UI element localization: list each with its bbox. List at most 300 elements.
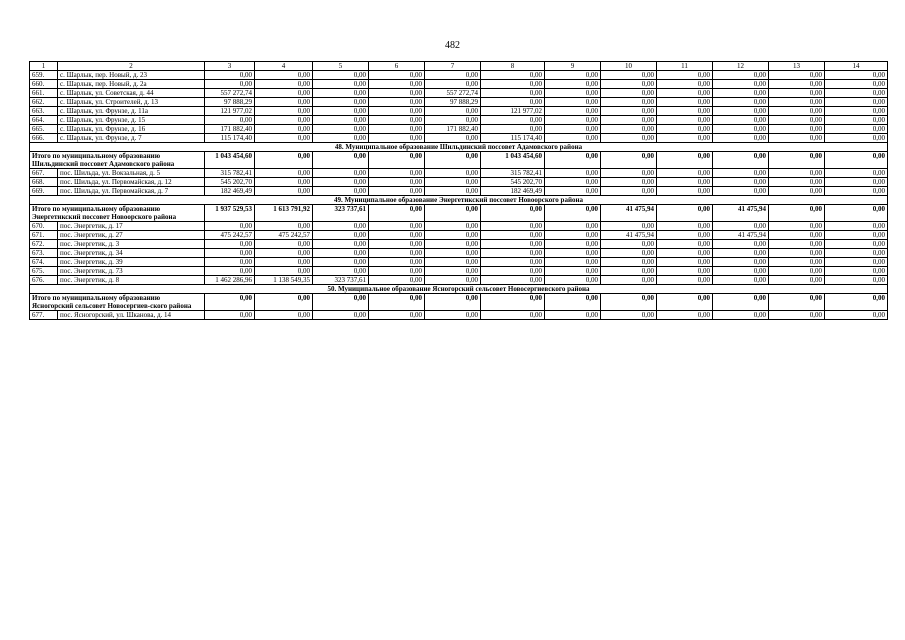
value-cell: 0,00 bbox=[545, 125, 601, 134]
value-cell: 171 882,40 bbox=[425, 125, 481, 134]
value-cell: 0,00 bbox=[601, 107, 657, 116]
value-cell: 0,00 bbox=[313, 240, 369, 249]
value-cell: 0,00 bbox=[481, 80, 545, 89]
value-cell: 0,00 bbox=[769, 107, 825, 116]
address-cell: пос. Энергетик, д. 3 bbox=[58, 240, 205, 249]
column-header: 12 bbox=[713, 62, 769, 71]
total-cell: 0,00 bbox=[545, 152, 601, 169]
row-number: 663. bbox=[30, 107, 58, 116]
total-cell: 0,00 bbox=[769, 294, 825, 311]
total-cell: 0,00 bbox=[601, 294, 657, 311]
value-cell: 0,00 bbox=[369, 71, 425, 80]
value-cell: 0,00 bbox=[657, 187, 713, 196]
value-cell: 0,00 bbox=[369, 89, 425, 98]
value-cell: 0,00 bbox=[657, 134, 713, 143]
value-cell: 0,00 bbox=[657, 178, 713, 187]
row-number: 674. bbox=[30, 258, 58, 267]
value-cell: 0,00 bbox=[825, 71, 888, 80]
value-cell: 97 888,29 bbox=[205, 98, 255, 107]
value-cell: 0,00 bbox=[369, 134, 425, 143]
data-table bbox=[29, 61, 888, 320]
table-row bbox=[30, 240, 888, 249]
table-row bbox=[30, 107, 888, 116]
value-cell: 0,00 bbox=[205, 80, 255, 89]
value-cell: 0,00 bbox=[545, 71, 601, 80]
table-body bbox=[30, 62, 888, 320]
value-cell: 0,00 bbox=[601, 125, 657, 134]
value-cell: 0,00 bbox=[657, 258, 713, 267]
value-cell: 0,00 bbox=[255, 267, 313, 276]
value-cell: 0,00 bbox=[481, 231, 545, 240]
value-cell: 0,00 bbox=[255, 169, 313, 178]
value-cell: 0,00 bbox=[657, 89, 713, 98]
value-cell: 0,00 bbox=[713, 116, 769, 125]
value-cell: 0,00 bbox=[825, 125, 888, 134]
value-cell: 0,00 bbox=[313, 107, 369, 116]
value-cell: 0,00 bbox=[205, 116, 255, 125]
column-header: 7 bbox=[425, 62, 481, 71]
value-cell: 115 174,40 bbox=[205, 134, 255, 143]
value-cell: 0,00 bbox=[425, 107, 481, 116]
total-cell: 0,00 bbox=[313, 294, 369, 311]
value-cell: 0,00 bbox=[369, 240, 425, 249]
value-cell: 97 888,29 bbox=[425, 98, 481, 107]
value-cell: 0,00 bbox=[769, 231, 825, 240]
section-header-row bbox=[30, 143, 888, 152]
value-cell: 0,00 bbox=[657, 169, 713, 178]
value-cell: 0,00 bbox=[657, 267, 713, 276]
section-header-row bbox=[30, 196, 888, 205]
value-cell: 0,00 bbox=[825, 134, 888, 143]
value-cell: 0,00 bbox=[545, 276, 601, 285]
value-cell: 0,00 bbox=[205, 71, 255, 80]
value-cell: 0,00 bbox=[545, 89, 601, 98]
row-number: 677. bbox=[30, 311, 58, 320]
value-cell: 545 202,70 bbox=[205, 178, 255, 187]
value-cell: 0,00 bbox=[601, 276, 657, 285]
value-cell: 0,00 bbox=[369, 107, 425, 116]
row-number: 668. bbox=[30, 178, 58, 187]
total-cell: 0,00 bbox=[369, 205, 425, 222]
total-cell: 0,00 bbox=[481, 205, 545, 222]
value-cell: 0,00 bbox=[255, 89, 313, 98]
value-cell: 0,00 bbox=[313, 231, 369, 240]
value-cell: 0,00 bbox=[205, 258, 255, 267]
total-cell: 0,00 bbox=[713, 152, 769, 169]
value-cell: 0,00 bbox=[713, 80, 769, 89]
value-cell: 0,00 bbox=[545, 169, 601, 178]
value-cell: 0,00 bbox=[369, 276, 425, 285]
value-cell: 0,00 bbox=[769, 71, 825, 80]
value-cell: 0,00 bbox=[825, 311, 888, 320]
address-cell: с. Шарлык, пер. Новый, д. 2а bbox=[58, 80, 205, 89]
table-row bbox=[30, 276, 888, 285]
row-number: 662. bbox=[30, 98, 58, 107]
value-cell: 0,00 bbox=[369, 222, 425, 231]
value-cell: 0,00 bbox=[255, 125, 313, 134]
value-cell: 0,00 bbox=[425, 71, 481, 80]
value-cell: 0,00 bbox=[255, 71, 313, 80]
value-cell: 0,00 bbox=[657, 107, 713, 116]
value-cell: 0,00 bbox=[481, 258, 545, 267]
value-cell: 0,00 bbox=[313, 98, 369, 107]
total-cell: 0,00 bbox=[425, 205, 481, 222]
value-cell: 0,00 bbox=[425, 276, 481, 285]
total-cell: 41 475,94 bbox=[713, 205, 769, 222]
value-cell: 121 977,02 bbox=[205, 107, 255, 116]
value-cell: 0,00 bbox=[481, 222, 545, 231]
address-cell: с. Шарлык, ул. Фрунзе, д. 7 bbox=[58, 134, 205, 143]
value-cell: 323 737,61 bbox=[313, 276, 369, 285]
value-cell: 0,00 bbox=[425, 178, 481, 187]
value-cell: 0,00 bbox=[713, 187, 769, 196]
value-cell: 0,00 bbox=[713, 222, 769, 231]
address-cell: пос. Ясногорский, ул. Шканова, д. 14 bbox=[58, 311, 205, 320]
value-cell: 41 475,94 bbox=[601, 231, 657, 240]
table-row bbox=[30, 116, 888, 125]
total-cell: 0,00 bbox=[601, 152, 657, 169]
total-cell: 0,00 bbox=[313, 152, 369, 169]
total-cell: 0,00 bbox=[369, 294, 425, 311]
row-number: 675. bbox=[30, 267, 58, 276]
table-row bbox=[30, 125, 888, 134]
value-cell: 0,00 bbox=[481, 311, 545, 320]
header-row bbox=[30, 62, 888, 71]
value-cell: 0,00 bbox=[657, 80, 713, 89]
address-cell: с. Шарлык, ул. Фрунзе, д. 11а bbox=[58, 107, 205, 116]
value-cell: 0,00 bbox=[769, 258, 825, 267]
value-cell: 0,00 bbox=[545, 311, 601, 320]
value-cell: 0,00 bbox=[825, 98, 888, 107]
total-cell: 0,00 bbox=[255, 152, 313, 169]
value-cell: 0,00 bbox=[713, 178, 769, 187]
value-cell: 0,00 bbox=[713, 258, 769, 267]
address-cell: пос. Шильда, ул. Вокзальная, д. 5 bbox=[58, 169, 205, 178]
value-cell: 315 782,41 bbox=[205, 169, 255, 178]
table-row bbox=[30, 267, 888, 276]
row-number: 660. bbox=[30, 80, 58, 89]
value-cell: 0,00 bbox=[601, 116, 657, 125]
column-header: 10 bbox=[601, 62, 657, 71]
total-cell: 323 737,61 bbox=[313, 205, 369, 222]
total-cell: 1 043 454,60 bbox=[205, 152, 255, 169]
value-cell: 0,00 bbox=[425, 311, 481, 320]
value-cell: 0,00 bbox=[545, 249, 601, 258]
value-cell: 0,00 bbox=[369, 311, 425, 320]
total-label: Итого по муниципальному образованию Энергетикский поссовет Новоорского района bbox=[30, 205, 205, 222]
value-cell: 0,00 bbox=[713, 89, 769, 98]
value-cell: 0,00 bbox=[545, 258, 601, 267]
value-cell: 0,00 bbox=[369, 231, 425, 240]
value-cell: 0,00 bbox=[657, 98, 713, 107]
table-row bbox=[30, 222, 888, 231]
total-row bbox=[30, 205, 888, 222]
section-header-row bbox=[30, 285, 888, 294]
value-cell: 0,00 bbox=[769, 134, 825, 143]
value-cell: 0,00 bbox=[255, 116, 313, 125]
address-cell: пос. Энергетик, д. 17 bbox=[58, 222, 205, 231]
table-row bbox=[30, 80, 888, 89]
total-cell: 0,00 bbox=[205, 294, 255, 311]
value-cell: 0,00 bbox=[769, 311, 825, 320]
column-header: 1 bbox=[30, 62, 58, 71]
value-cell: 0,00 bbox=[545, 80, 601, 89]
row-number: 676. bbox=[30, 276, 58, 285]
value-cell: 0,00 bbox=[425, 187, 481, 196]
address-cell: пос. Шильда, ул. Первомайская, д. 7 bbox=[58, 187, 205, 196]
column-header: 11 bbox=[657, 62, 713, 71]
value-cell: 115 174,40 bbox=[481, 134, 545, 143]
value-cell: 0,00 bbox=[545, 98, 601, 107]
value-cell: 0,00 bbox=[769, 80, 825, 89]
value-cell: 0,00 bbox=[205, 311, 255, 320]
value-cell: 0,00 bbox=[769, 125, 825, 134]
value-cell: 0,00 bbox=[255, 178, 313, 187]
value-cell: 0,00 bbox=[313, 116, 369, 125]
value-cell: 0,00 bbox=[425, 134, 481, 143]
value-cell: 0,00 bbox=[255, 98, 313, 107]
value-cell: 0,00 bbox=[601, 249, 657, 258]
column-header: 3 bbox=[205, 62, 255, 71]
value-cell: 182 469,49 bbox=[205, 187, 255, 196]
value-cell: 0,00 bbox=[657, 222, 713, 231]
value-cell: 0,00 bbox=[313, 71, 369, 80]
value-cell: 0,00 bbox=[601, 222, 657, 231]
total-cell: 0,00 bbox=[657, 152, 713, 169]
value-cell: 0,00 bbox=[369, 178, 425, 187]
value-cell: 0,00 bbox=[769, 169, 825, 178]
value-cell: 0,00 bbox=[713, 71, 769, 80]
value-cell: 0,00 bbox=[601, 258, 657, 267]
total-cell: 0,00 bbox=[769, 152, 825, 169]
value-cell: 0,00 bbox=[713, 240, 769, 249]
value-cell: 0,00 bbox=[313, 249, 369, 258]
value-cell: 0,00 bbox=[369, 169, 425, 178]
column-header: 2 bbox=[58, 62, 205, 71]
value-cell: 0,00 bbox=[313, 258, 369, 267]
address-cell: пос. Энергетик, д. 27 bbox=[58, 231, 205, 240]
table-row bbox=[30, 89, 888, 98]
value-cell: 41 475,94 bbox=[713, 231, 769, 240]
total-cell: 0,00 bbox=[425, 294, 481, 311]
total-cell: 41 475,94 bbox=[601, 205, 657, 222]
value-cell: 0,00 bbox=[825, 240, 888, 249]
value-cell: 0,00 bbox=[481, 89, 545, 98]
total-label: Итого по муниципальному образованию Ясногорский сельсовет Новосергиев-ского района bbox=[30, 294, 205, 311]
value-cell: 0,00 bbox=[481, 249, 545, 258]
address-cell: пос. Энергетик, д. 39 bbox=[58, 258, 205, 267]
table-row bbox=[30, 169, 888, 178]
value-cell: 0,00 bbox=[425, 231, 481, 240]
value-cell: 0,00 bbox=[481, 125, 545, 134]
value-cell: 0,00 bbox=[601, 311, 657, 320]
value-cell: 0,00 bbox=[369, 116, 425, 125]
value-cell: 0,00 bbox=[313, 134, 369, 143]
value-cell: 0,00 bbox=[601, 187, 657, 196]
value-cell: 0,00 bbox=[425, 249, 481, 258]
value-cell: 0,00 bbox=[657, 71, 713, 80]
value-cell: 0,00 bbox=[601, 169, 657, 178]
value-cell: 0,00 bbox=[601, 267, 657, 276]
value-cell: 315 782,41 bbox=[481, 169, 545, 178]
address-cell: пос. Энергетик, д. 34 bbox=[58, 249, 205, 258]
value-cell: 0,00 bbox=[313, 178, 369, 187]
column-header: 8 bbox=[481, 62, 545, 71]
total-cell: 0,00 bbox=[825, 205, 888, 222]
value-cell: 0,00 bbox=[481, 240, 545, 249]
value-cell: 0,00 bbox=[313, 125, 369, 134]
value-cell: 0,00 bbox=[313, 311, 369, 320]
row-number: 672. bbox=[30, 240, 58, 249]
row-number: 667. bbox=[30, 169, 58, 178]
value-cell: 0,00 bbox=[313, 80, 369, 89]
value-cell: 0,00 bbox=[545, 222, 601, 231]
value-cell: 0,00 bbox=[769, 276, 825, 285]
row-number: 671. bbox=[30, 231, 58, 240]
value-cell: 0,00 bbox=[425, 258, 481, 267]
value-cell: 0,00 bbox=[545, 134, 601, 143]
value-cell: 0,00 bbox=[601, 134, 657, 143]
address-cell: пос. Энергетик, д. 8 bbox=[58, 276, 205, 285]
value-cell: 0,00 bbox=[713, 267, 769, 276]
column-header: 13 bbox=[769, 62, 825, 71]
value-cell: 475 242,57 bbox=[255, 231, 313, 240]
value-cell: 557 272,74 bbox=[425, 89, 481, 98]
value-cell: 0,00 bbox=[825, 231, 888, 240]
value-cell: 0,00 bbox=[313, 89, 369, 98]
value-cell: 0,00 bbox=[425, 240, 481, 249]
row-number: 673. bbox=[30, 249, 58, 258]
total-row bbox=[30, 294, 888, 311]
value-cell: 0,00 bbox=[601, 240, 657, 249]
value-cell: 0,00 bbox=[601, 71, 657, 80]
value-cell: 0,00 bbox=[657, 311, 713, 320]
value-cell: 0,00 bbox=[205, 267, 255, 276]
value-cell: 0,00 bbox=[657, 240, 713, 249]
row-number: 664. bbox=[30, 116, 58, 125]
column-header: 6 bbox=[369, 62, 425, 71]
value-cell: 0,00 bbox=[713, 169, 769, 178]
total-row bbox=[30, 152, 888, 169]
value-cell: 0,00 bbox=[657, 116, 713, 125]
total-cell: 1 613 791,92 bbox=[255, 205, 313, 222]
value-cell: 0,00 bbox=[313, 222, 369, 231]
value-cell: 0,00 bbox=[713, 276, 769, 285]
total-cell: 0,00 bbox=[713, 294, 769, 311]
value-cell: 0,00 bbox=[545, 187, 601, 196]
value-cell: 0,00 bbox=[769, 89, 825, 98]
total-cell: 1 043 454,60 bbox=[481, 152, 545, 169]
value-cell: 0,00 bbox=[313, 169, 369, 178]
total-cell: 0,00 bbox=[545, 294, 601, 311]
value-cell: 0,00 bbox=[255, 107, 313, 116]
total-cell: 0,00 bbox=[255, 294, 313, 311]
value-cell: 182 469,49 bbox=[481, 187, 545, 196]
value-cell: 0,00 bbox=[255, 134, 313, 143]
value-cell: 121 977,02 bbox=[481, 107, 545, 116]
column-header: 9 bbox=[545, 62, 601, 71]
row-number: 666. bbox=[30, 134, 58, 143]
value-cell: 0,00 bbox=[205, 222, 255, 231]
address-cell: с. Шарлык, ул. Советская, д. 44 bbox=[58, 89, 205, 98]
value-cell: 0,00 bbox=[769, 178, 825, 187]
value-cell: 0,00 bbox=[769, 267, 825, 276]
value-cell: 0,00 bbox=[369, 258, 425, 267]
total-cell: 0,00 bbox=[657, 294, 713, 311]
page-number: 482 bbox=[445, 40, 460, 51]
value-cell: 0,00 bbox=[481, 71, 545, 80]
value-cell: 0,00 bbox=[545, 116, 601, 125]
table-row bbox=[30, 98, 888, 107]
value-cell: 0,00 bbox=[255, 249, 313, 258]
total-cell: 0,00 bbox=[769, 205, 825, 222]
value-cell: 0,00 bbox=[545, 107, 601, 116]
total-cell: 1 937 529,53 bbox=[205, 205, 255, 222]
value-cell: 0,00 bbox=[255, 222, 313, 231]
value-cell: 0,00 bbox=[425, 116, 481, 125]
value-cell: 0,00 bbox=[255, 311, 313, 320]
value-cell: 0,00 bbox=[601, 98, 657, 107]
value-cell: 0,00 bbox=[713, 311, 769, 320]
value-cell: 0,00 bbox=[769, 187, 825, 196]
value-cell: 0,00 bbox=[481, 276, 545, 285]
row-number: 669. bbox=[30, 187, 58, 196]
value-cell: 0,00 bbox=[769, 116, 825, 125]
table-row bbox=[30, 187, 888, 196]
total-label: Итого по муниципальному образованию Шильдинский поссовет Адамовского района bbox=[30, 152, 205, 169]
address-cell: пос. Шильда, ул. Первомайская, д. 12 bbox=[58, 178, 205, 187]
table-row bbox=[30, 311, 888, 320]
value-cell: 0,00 bbox=[205, 240, 255, 249]
value-cell: 0,00 bbox=[255, 240, 313, 249]
value-cell: 0,00 bbox=[545, 231, 601, 240]
value-cell: 0,00 bbox=[481, 116, 545, 125]
table-row bbox=[30, 134, 888, 143]
row-number: 665. bbox=[30, 125, 58, 134]
total-cell: 0,00 bbox=[425, 152, 481, 169]
address-cell: с. Шарлык, ул. Фрунзе, д. 16 bbox=[58, 125, 205, 134]
value-cell: 0,00 bbox=[545, 240, 601, 249]
section-title: 48. Муниципальное образование Шильдинский поссовет Адамовского района bbox=[30, 143, 888, 152]
value-cell: 0,00 bbox=[825, 267, 888, 276]
value-cell: 0,00 bbox=[205, 249, 255, 258]
value-cell: 0,00 bbox=[481, 98, 545, 107]
value-cell: 545 202,70 bbox=[481, 178, 545, 187]
value-cell: 0,00 bbox=[369, 80, 425, 89]
value-cell: 0,00 bbox=[769, 222, 825, 231]
value-cell: 0,00 bbox=[713, 98, 769, 107]
value-cell: 0,00 bbox=[657, 276, 713, 285]
value-cell: 0,00 bbox=[255, 80, 313, 89]
value-cell: 1 138 549,35 bbox=[255, 276, 313, 285]
value-cell: 0,00 bbox=[255, 258, 313, 267]
value-cell: 0,00 bbox=[425, 169, 481, 178]
value-cell: 0,00 bbox=[369, 267, 425, 276]
total-cell: 0,00 bbox=[825, 152, 888, 169]
value-cell: 0,00 bbox=[657, 125, 713, 134]
table-row bbox=[30, 258, 888, 267]
section-title: 49. Муниципальное образование Энергетикский поссовет Новоорского района bbox=[30, 196, 888, 205]
value-cell: 0,00 bbox=[825, 187, 888, 196]
value-cell: 0,00 bbox=[601, 89, 657, 98]
value-cell: 171 882,40 bbox=[205, 125, 255, 134]
value-cell: 0,00 bbox=[825, 80, 888, 89]
value-cell: 0,00 bbox=[713, 107, 769, 116]
address-cell: пос. Энергетик, д. 73 bbox=[58, 267, 205, 276]
value-cell: 475 242,57 bbox=[205, 231, 255, 240]
value-cell: 0,00 bbox=[601, 178, 657, 187]
value-cell: 557 272,74 bbox=[205, 89, 255, 98]
